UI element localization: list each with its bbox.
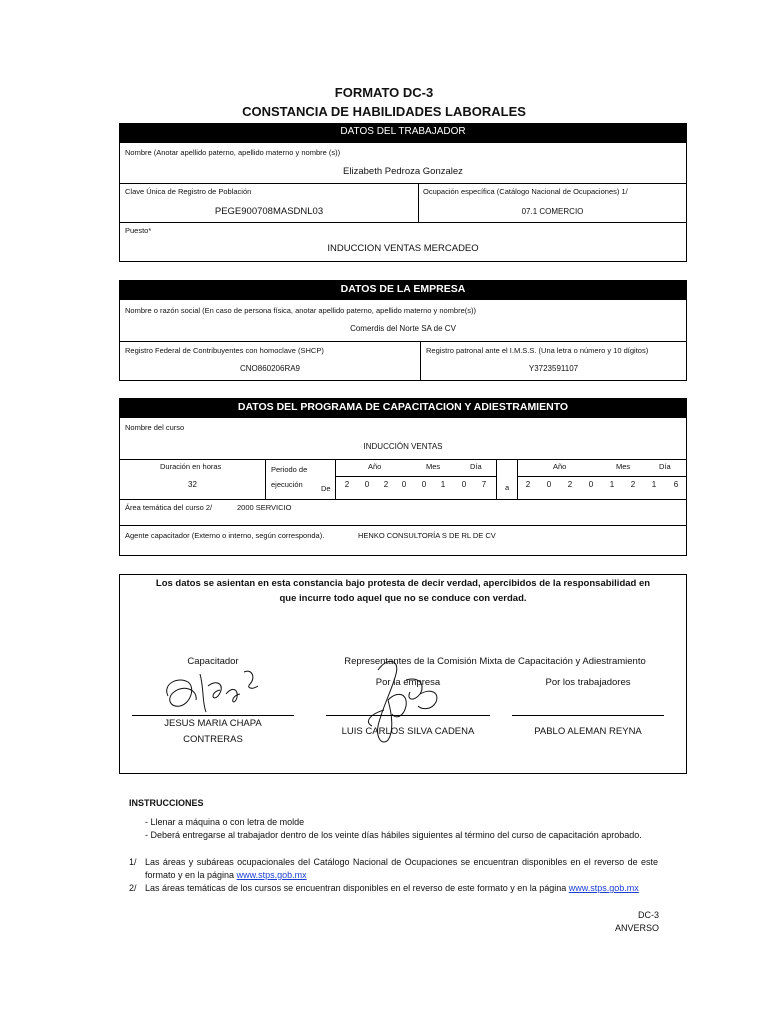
instruction-num-1: 1/ (129, 857, 137, 867)
trainer-name-2: CONTRERAS (183, 734, 243, 745)
instruction-item-4: Las áreas temáticas de los cursos se encuentran disponibles en el reverso de este formato y en la página www.stps.gob.mx (145, 883, 639, 893)
rfc-label: Registro Federal de Contribuyentes con homoclave (SHCP) (125, 346, 324, 355)
course-label: Nombre del curso (125, 423, 185, 432)
to-digit: 1 (651, 480, 657, 489)
worker-name-label: Nombre (Anotar apellido paterno, apellido materno y nombre (s)) (125, 148, 341, 157)
from-digit: 0 (401, 480, 407, 489)
instruction-item-2: - Deberá entregarse al trabajador dentro de los veinte días hábiles siguientes al término del curso de capacitación aprobado. (145, 830, 642, 840)
to-digit: 0 (588, 480, 594, 489)
to-digit: 2 (567, 480, 573, 489)
from-year-label: Año (368, 462, 382, 471)
from-digit: 0 (364, 480, 370, 489)
instruction-num-2: 2/ (129, 883, 137, 893)
to-year-label: Año (553, 462, 567, 471)
to-digit: 6 (673, 480, 679, 489)
declaration-line-2: que incurre todo aquel que no se conduce con verdad. (279, 593, 527, 604)
area-label: Área temática del curso 2/ (125, 503, 213, 512)
curp-value: PEGE900708MASDNL03 (214, 206, 324, 217)
footer-side: ANVERSO (614, 923, 659, 933)
footer-code: DC-3 (637, 910, 659, 920)
worker-section-header: DATOS DEL TRABAJADOR (120, 124, 686, 143)
period-label-2: ejecución (271, 480, 303, 489)
position-label: Puesto* (125, 226, 152, 235)
from-day-label: Día (470, 462, 482, 471)
to-day-label: Día (659, 462, 671, 471)
course-value: INDUCCIÓN VENTAS (363, 442, 443, 451)
position-value: INDUCCION VENTAS MERCADEO (327, 243, 479, 254)
from-digit: 0 (421, 480, 427, 489)
company-name-value: Comerdis del Norte SA de CV (350, 324, 456, 333)
trainer-signature (160, 664, 270, 716)
workers-rep-label: Por los trabajadores (545, 677, 631, 688)
workers-rep-signature-line (512, 715, 664, 716)
occupation-label: Ocupación específica (Catálogo Nacional de Ocupaciones) 1/ (423, 187, 628, 196)
commission-label: Representantes de la Comisión Mixta de Capacitación y Adiestramiento (344, 656, 646, 667)
from-digit: 0 (461, 480, 467, 489)
curp-label: Clave Única de Registro de Población (125, 187, 252, 196)
from-month-label: Mes (426, 462, 441, 471)
imss-label: Registro patronal ante el I.M.S.S. (Una letra o número y 10 dígitos) (426, 346, 649, 355)
occupation-value: 07.1 COMERCIO (521, 207, 584, 216)
area-value: 2000 SERVICIO (237, 503, 292, 512)
imss-value: Y3723591107 (528, 364, 579, 373)
from-label: De (321, 484, 331, 493)
to-digit: 1 (609, 480, 615, 489)
program-section-header: DATOS DEL PROGRAMA DE CAPACITACION Y ADIESTRAMIENTO (120, 399, 686, 418)
agent-label: Agente capacitador (Externo o interno, según corresponda). (125, 531, 325, 540)
duration-value: 32 (188, 480, 197, 489)
company-rep-signature-line (326, 715, 490, 716)
company-name-label: Nombre o razón social (En caso de persona física, anotar apellido paterno, apellido materno y nombre(s)) (125, 306, 477, 315)
from-digit: 2 (383, 480, 389, 489)
declaration-line-1: Los datos se asientan en esta constancia bajo protesta de decir verdad, apercibidos de la responsabilidad en (155, 578, 651, 589)
agent-value: HENKO CONSULTORÍA S DE RL DE CV (358, 531, 496, 540)
workers-rep-name: PABLO ALEMAN REYNA (534, 726, 642, 737)
company-rep-name: LUIS CARLOS SILVA CADENA (341, 726, 475, 737)
instruction-item-1: - Llenar a máquina o con letra de molde (145, 817, 305, 827)
trainer-name-1: JESUS MARIA CHAPA (164, 718, 262, 729)
rfc-value: CNO860206RA9 (239, 364, 301, 373)
company-rep-label: Por la empresa (375, 677, 441, 688)
from-digit: 7 (481, 480, 487, 489)
stps-link-2[interactable]: www.stps.gob.mx (568, 883, 639, 893)
to-digit: 2 (630, 480, 636, 489)
form-subtitle: CONSTANCIA DE HABILIDADES LABORALES (242, 104, 526, 119)
stps-link-1[interactable]: www.stps.gob.mx (236, 870, 307, 880)
to-label: a (505, 483, 510, 492)
instruction-item-3: Las áreas y subáreas ocupacionales del Catálogo Nacional de Ocupaciones se encuentran disponibles en el reverso de este formato y en la página www.stps.gob.mx (145, 857, 658, 880)
form-title: FORMATO DC-3 (334, 85, 434, 100)
worker-name-value: Elizabeth Pedroza Gonzalez (343, 166, 463, 177)
trainer-signature-line (132, 715, 294, 716)
to-month-label: Mes (616, 462, 631, 471)
from-digit: 1 (440, 480, 446, 489)
company-section-header: DATOS DE LA EMPRESA (120, 281, 686, 300)
from-digit: 2 (344, 480, 350, 489)
period-label-1: Periodo de (271, 465, 308, 474)
trainer-label: Capacitador (187, 656, 239, 667)
to-digit: 2 (525, 480, 531, 489)
duration-label: Duración en horas (160, 462, 222, 471)
to-digit: 0 (546, 480, 552, 489)
instructions-title: INSTRUCCIONES (129, 798, 204, 808)
